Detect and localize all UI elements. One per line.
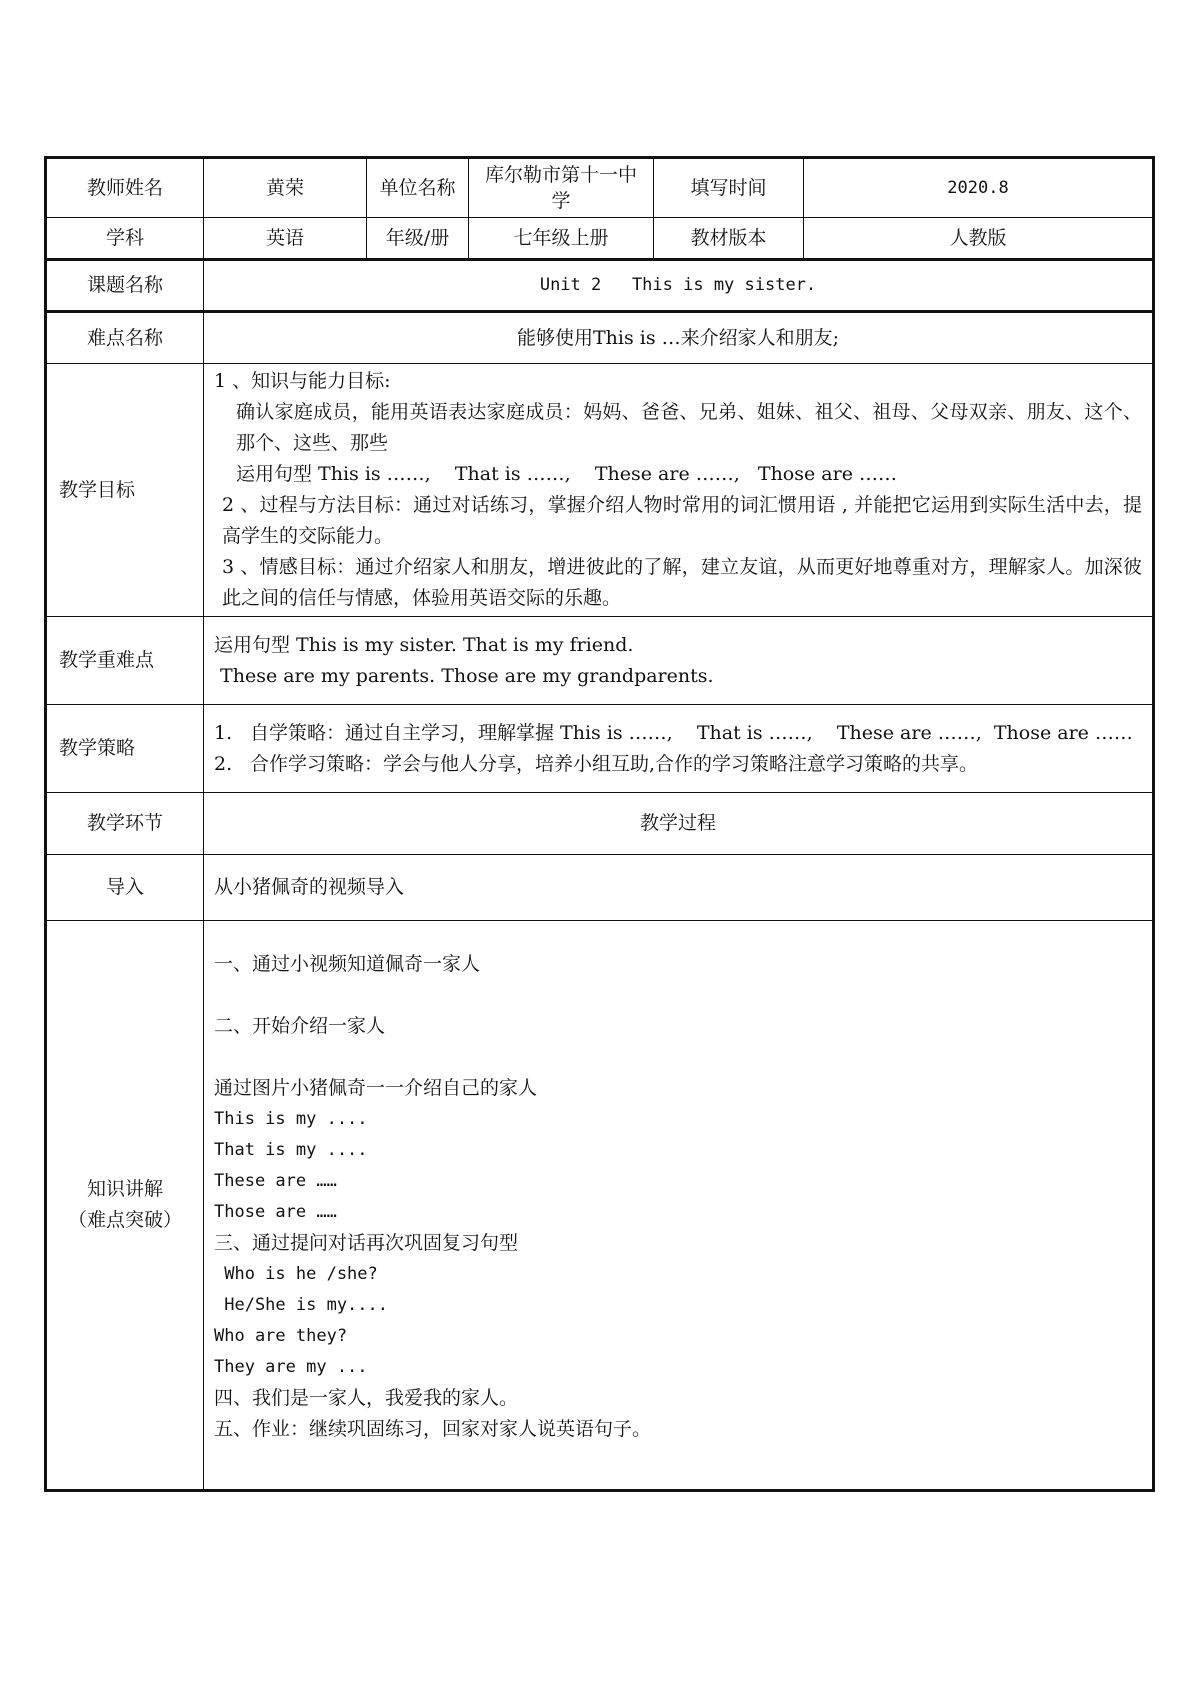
knowledge-section-5: 五、作业：继续巩固练习，回家对家人说英语句子。	[214, 1418, 652, 1440]
difficulty-value: 能够使用This is …来介绍家人和朋友;	[204, 312, 1154, 364]
teacher-name-label: 教师姓名	[46, 158, 204, 218]
knowledge-intro-line: 通过图片小猪佩奇一一介绍自己的家人	[214, 1077, 538, 1099]
key-points-content	[204, 617, 1154, 705]
knowledge-section-1: 一、通过小视频知道佩奇一家人	[214, 953, 481, 975]
goals-line-1: 1 、知识与能力目标:	[214, 370, 391, 392]
strategy-item	[214, 718, 1142, 749]
grade-value: 七年级上册	[469, 218, 654, 260]
knowledge-label-line-2: （难点突破）	[67, 1209, 182, 1231]
fill-time-value: 2020.8	[804, 158, 1154, 218]
intro-value: 从小猪佩奇的视频导入	[204, 855, 1154, 921]
knowledge-section-2: 二、开始介绍一家人	[214, 1015, 386, 1037]
intro-label: 导入	[46, 855, 204, 921]
pattern-line: Those are ……	[214, 1202, 337, 1222]
process-header-value: 教学过程	[204, 793, 1154, 855]
strategy-item-number: 2.	[214, 752, 233, 775]
strategy-item	[214, 749, 1142, 780]
subject-value: 英语	[204, 218, 367, 260]
edition-value: 人教版	[804, 218, 1154, 260]
strategy-list	[214, 718, 1142, 780]
dialog-line: Who are they?	[214, 1326, 348, 1346]
key-points-line-1: 运用句型 This is my sister. That is my friend.	[214, 633, 634, 656]
lesson-plan-table	[44, 156, 1155, 1492]
pattern-line: This is my ....	[214, 1109, 368, 1129]
topic-label: 课题名称	[46, 260, 204, 312]
knowledge-content	[204, 921, 1154, 1491]
goals-line-4: 2 、过程与方法目标：通过对话练习，掌握介绍人物时常用的词汇惯用语 , 并能把它运用到实际生活中去，提高学生的交际能力。	[222, 494, 1142, 547]
goals-content	[204, 364, 1154, 617]
pattern-line: That is my ....	[214, 1140, 368, 1160]
key-points-line-2: These are my parents. Those are my grandparents.	[214, 664, 714, 687]
knowledge-section-3: 三、通过提问对话再次巩固复习句型	[214, 1232, 519, 1254]
difficulty-label: 难点名称	[46, 312, 204, 364]
goals-line-2: 确认家庭成员，能用英语表达家庭成员：妈妈、爸爸、兄弟、姐妹、祖父、祖母、父母双亲、朋友、这个、那个、这些、那些	[236, 401, 1142, 454]
unit-name-label: 单位名称	[367, 158, 469, 218]
pattern-line: These are ……	[214, 1171, 337, 1191]
dialog-line: They are my ...	[214, 1357, 368, 1377]
fill-time-label: 填写时间	[654, 158, 804, 218]
process-stage-label: 教学环节	[46, 793, 204, 855]
dialog-line: He/She is my....	[214, 1295, 388, 1315]
teacher-name-value: 黄荣	[204, 158, 367, 218]
strategy-content	[204, 705, 1154, 793]
key-points-label: 教学重难点	[46, 617, 204, 705]
topic-value: Unit 2 This is my sister.	[204, 260, 1154, 312]
strategy-item-text: 自学策略：通过自主学习，理解掌握 This is ……, That is ……, These are ……, Those are ……	[250, 721, 1133, 744]
subject-label: 学科	[46, 218, 204, 260]
knowledge-section-4: 四、我们是一家人，我爱我的家人。	[214, 1387, 519, 1409]
dialog-line: Who is he /she?	[214, 1264, 378, 1284]
knowledge-label-line-1: 知识讲解	[86, 1178, 163, 1200]
grade-label: 年级/册	[367, 218, 469, 260]
strategy-item-number: 1.	[214, 721, 233, 744]
lesson-plan-page	[44, 156, 1152, 1492]
knowledge-label	[46, 921, 204, 1491]
edition-label: 教材版本	[654, 218, 804, 260]
strategy-label: 教学策略	[46, 705, 204, 793]
goals-line-5: 3 、情感目标：通过介绍家人和朋友，增进彼此的了解，建立友谊，从而更好地尊重对方，理解家人。加深彼此之间的信任与情感，体验用英语交际的乐趣。	[222, 556, 1142, 609]
goals-label: 教学目标	[46, 364, 204, 617]
unit-name-value: 库尔勒市第十一中学	[469, 158, 654, 218]
goals-line-3: 运用句型 This is ……, That is ……, These are ……, Those are ……	[236, 463, 897, 485]
strategy-item-text: 合作学习策略：学会与他人分享，培养小组互助,合作的学习策略注意学习策略的共享。	[250, 752, 979, 775]
